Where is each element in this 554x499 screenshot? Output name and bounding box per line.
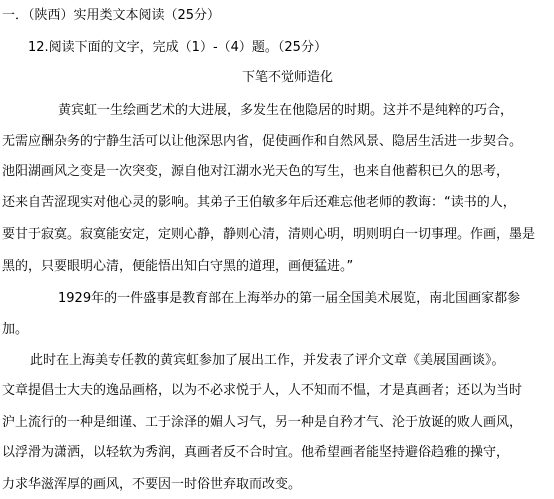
paragraph-3-line-4: 以浮滑为潇洒，以轻软为秀润，真画者反不合时宜。他希望画者能坚持避俗趋雅的操守，	[2, 445, 510, 460]
paragraph-1-line-3: 池阳湖画风之变是一次突变，源自他对江湖水光天色的写生，也来自他蓄积已久的思考，	[2, 164, 510, 179]
paragraph-1-line-1: 黄宾虹一生绘画艺术的大进展，多发生在他隐居的时期。这并不是纯粹的巧合，	[58, 103, 514, 118]
paragraph-1-line-2: 无需应酬杂务的宁静生活可以让他深思内省，促使画作和自然风景、隐居生活进一步契合。	[2, 134, 523, 149]
article-title: 下笔不觉师造化	[242, 70, 334, 85]
paragraph-2-line-2: 加。	[2, 322, 29, 337]
paragraph-1-line-6: 黑的，只要眼明心清，便能悟出知白守黑的道理，画便猛进。”	[2, 259, 354, 274]
paragraph-3-line-1: 此时在上海美专任教的黄宾虹参加了展出工作，并发表了评介文章《美展国画谈》。	[30, 353, 505, 368]
paragraph-2-line-1: 1929年的一件盛事是教育部在上海举办的第一届全国美术展览，南北国画家都参	[58, 291, 521, 306]
paragraph-3-line-2: 文章提倡士大夫的逸品画格，以为不必求悦于人，人不知而不愠，才是真画者；还以为当时	[2, 383, 523, 398]
question-prompt: 12.阅读下面的文字，完成（1）-（4）题。（25分）	[28, 40, 327, 55]
paragraph-1-line-4: 还来自苦涩现实对他心灵的影响。其弟子王伯敏多年后还难忘他老师的教诲：“读书的人，	[2, 195, 516, 210]
paragraph-3-line-3: 沪上流行的一种是细谨、工于涂泽的媚人习气，另一种是自矜才气、沦于放诞的败人画风，	[2, 415, 523, 430]
section-heading: 一．（陕西）实用类文本阅读（25分）	[2, 8, 221, 23]
paragraph-1-line-5: 要甘于寂寞。寂寞能安定，定则心静，静则心清，清则心明，明则明白一切事理。作画，墨是	[2, 227, 536, 242]
paragraph-3-line-5: 力求华滋浑厚的画风，不要因一时俗世弃取而改变。	[2, 477, 302, 492]
